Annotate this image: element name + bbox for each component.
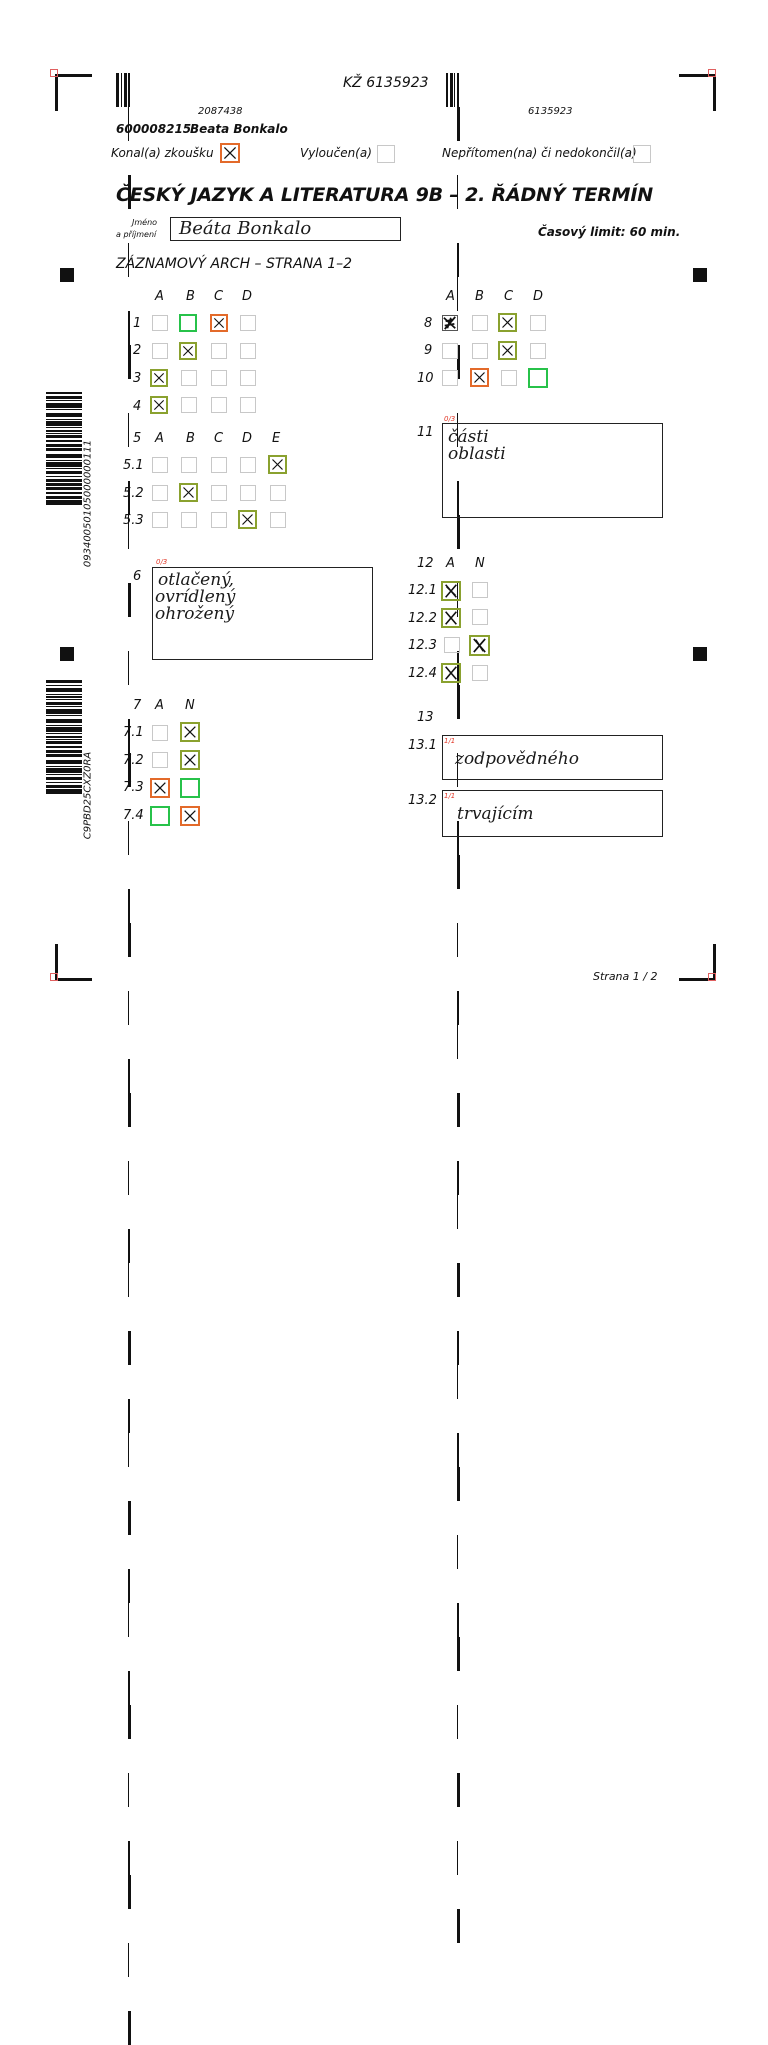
barcode-left [116,73,322,107]
q2-option-b[interactable] [179,342,197,360]
side-barcode-1 [46,392,82,618]
q11-answer-line-1: části [448,427,489,447]
question-6-score: 0/3 [156,558,168,566]
name-field-value: Beáta Bonkalo [179,218,312,239]
timing-mark [693,268,707,282]
q12-2-option-a[interactable] [441,608,461,628]
question-2-number: 2 [133,343,142,358]
register-tick [708,69,716,77]
question-7-number: 7 [133,698,142,713]
q5-3-option-a[interactable] [152,512,168,528]
question-12-1-number: 12.1 [408,583,437,598]
register-tick [708,973,716,981]
question-5-number: 5 [133,431,142,446]
status-absent-label: Nepřítomen(na) či nedokončil(a) [442,146,637,160]
register-tick [50,69,58,77]
q12-header-n: N [475,556,485,571]
q9-option-d[interactable] [530,343,546,359]
corner-mark-top-right [679,74,716,111]
question-12-4-number: 12.4 [408,666,437,681]
q5-3-option-e[interactable] [270,512,286,528]
right-col-header-c: C [504,289,514,304]
status-excluded-label: Vyloučen(a) [300,146,372,160]
question-1-number: 1 [133,316,142,331]
q5-2-option-e[interactable] [270,485,286,501]
side-barcode-1-text: 09340050105000000111 [82,439,94,568]
q12-3-option-n[interactable] [469,635,490,656]
q12-1-option-a[interactable] [441,581,461,601]
q7-3-option-n[interactable] [180,778,200,798]
q1-option-a[interactable] [152,315,168,331]
question-11-number: 11 [417,425,434,440]
q5-2-option-a[interactable] [152,485,168,501]
q7-3-option-a[interactable] [150,778,170,798]
name-label-line1: Jméno [132,218,158,227]
q8-option-d[interactable] [530,315,546,331]
q7-1-option-a[interactable] [152,725,168,741]
q1-option-b[interactable] [179,314,197,332]
q5-2-option-d[interactable] [240,485,256,501]
q7-header-n: N [185,698,195,713]
timing-mark [60,268,74,282]
side-barcode-2 [46,680,82,914]
q5-1-option-a[interactable] [152,457,168,473]
q4-option-b[interactable] [181,397,197,413]
question-8-number: 8 [424,316,433,331]
col-header-c: C [214,289,224,304]
q5-header-a: A [155,431,164,446]
question-7-1-number: 7.1 [123,725,144,740]
q5-header-e: E [272,431,281,446]
question-7-3-number: 7.3 [123,780,144,795]
timing-mark [693,647,707,661]
name-field[interactable] [170,217,401,241]
question-10-number: 10 [417,371,434,386]
timing-mark [60,647,74,661]
question-12-2-number: 12.2 [408,611,437,626]
q5-3-option-b[interactable] [181,512,197,528]
right-col-header-b: B [475,289,484,304]
q6-answer-line-2: ovrídlený [155,587,236,607]
question-13-1-answer-box[interactable] [442,735,663,780]
q4-option-c[interactable] [211,397,227,413]
q4-option-a[interactable] [150,396,168,414]
q4-option-d[interactable] [240,397,256,413]
corner-mark-top-left [55,74,92,111]
col-header-b: B [186,289,195,304]
q5-1-option-e[interactable] [268,455,287,474]
side-barcode-2-text: C9PBD25CXZ0RA [82,751,94,840]
q7-2-option-n[interactable] [180,750,200,770]
col-header-a: A [155,289,164,304]
name-label-line2: a příjmení [116,230,157,239]
q5-header-c: C [214,431,224,446]
q6-answer-line-3: ohrožený [155,604,235,624]
question-13-number: 13 [417,710,434,725]
register-tick [50,973,58,981]
q5-1-option-b[interactable] [181,457,197,473]
barcode-right [446,73,652,107]
q3-option-a[interactable] [150,369,168,387]
q3-option-c[interactable] [211,370,227,386]
question-11-answer-box[interactable] [442,423,663,518]
status-excluded-checkbox[interactable] [377,145,395,163]
q10-option-a[interactable] [442,370,458,386]
question-13-1-number: 13.1 [408,738,437,753]
question-7-4-number: 7.4 [123,808,144,823]
q10-option-d[interactable] [528,368,548,388]
q9-option-b[interactable] [472,343,488,359]
q5-header-b: B [186,431,195,446]
q12-header-a: A [446,556,455,571]
q3-option-d[interactable] [240,370,256,386]
q2-option-a[interactable] [152,343,168,359]
col-header-d: D [242,289,253,304]
question-13-2-answer-box[interactable] [442,790,663,837]
q10-option-c[interactable] [501,370,517,386]
q12-4-option-a[interactable] [441,663,461,683]
question-12-3-number: 12.3 [408,638,437,653]
doc-code: KŽ 6135923 [343,75,429,91]
q11-answer-line-2: oblasti [448,444,506,464]
q12-4-option-n[interactable] [472,665,488,681]
q7-header-a: A [155,698,164,713]
q8-option-a[interactable] [442,315,458,331]
q12-1-option-n[interactable] [472,582,488,598]
exam-title: ČESKÝ JAZYK A LITERATURA 9B – 2. ŘÁDNÝ TERMÍN [116,184,653,206]
q5-1-option-c[interactable] [211,457,227,473]
corner-mark-bottom-left [55,944,92,981]
question-13-2-number: 13.2 [408,793,437,808]
right-col-header-d: D [533,289,544,304]
barcode-left-number: 2087438 [198,106,243,117]
question-4-number: 4 [133,399,142,414]
question-6-answer-box[interactable] [152,567,373,660]
right-col-header-a: A [446,289,455,304]
page-number: Strana 1 / 2 [593,970,658,983]
q7-4-option-n[interactable] [180,806,200,826]
status-absent-checkbox[interactable] [633,145,651,163]
q5-header-d: D [242,431,253,446]
candidate-id: 600008215 [116,122,192,136]
section-title: ZÁZNAMOVÝ ARCH – STRANA 1–2 [116,256,353,272]
question-11-score: 0/3 [444,415,456,423]
q5-3-option-c[interactable] [211,512,227,528]
q5-2-option-b[interactable] [179,483,198,502]
question-6-number: 6 [133,569,142,584]
q12-3-option-a[interactable] [444,637,460,653]
q7-2-option-a[interactable] [152,752,168,768]
question-7-2-number: 7.2 [123,753,144,768]
q1-option-d[interactable] [240,315,256,331]
candidate-name: Beata Bonkalo [190,122,288,136]
status-took-label: Konal(a) zkoušku [111,146,214,160]
q13-2-answer: trvajícím [457,804,534,824]
q10-option-b[interactable] [470,368,489,387]
q3-option-b[interactable] [181,370,197,386]
q13-1-answer: zodpovědného [455,749,579,769]
time-limit: Časový limit: 60 min. [538,225,681,239]
q5-3-option-d[interactable] [238,510,257,529]
q8-option-b[interactable] [472,315,488,331]
question-12-number: 12 [417,556,434,571]
question-9-number: 9 [424,343,433,358]
q5-1-option-d[interactable] [240,457,256,473]
question-5-3-number: 5.3 [123,513,144,528]
q5-2-option-c[interactable] [211,485,227,501]
barcode-right-number: 6135923 [528,106,573,117]
q9-option-c[interactable] [498,341,517,360]
q12-2-option-n[interactable] [472,609,488,625]
q1-option-c[interactable] [210,314,228,332]
q6-answer-line-1: otlačený, [158,570,234,590]
q2-option-c[interactable] [211,343,227,359]
question-5-2-number: 5.2 [123,486,144,501]
question-3-number: 3 [133,371,142,386]
q7-4-option-a[interactable] [150,806,170,826]
q8-option-c[interactable] [498,313,517,332]
q9-option-a[interactable] [442,343,458,359]
status-took-checkbox[interactable] [220,143,240,163]
q2-option-d[interactable] [240,343,256,359]
question-13-1-score: 1/1 [444,737,456,745]
question-5-1-number: 5.1 [123,458,144,473]
q7-1-option-n[interactable] [180,722,200,742]
question-13-2-score: 1/1 [444,792,456,800]
